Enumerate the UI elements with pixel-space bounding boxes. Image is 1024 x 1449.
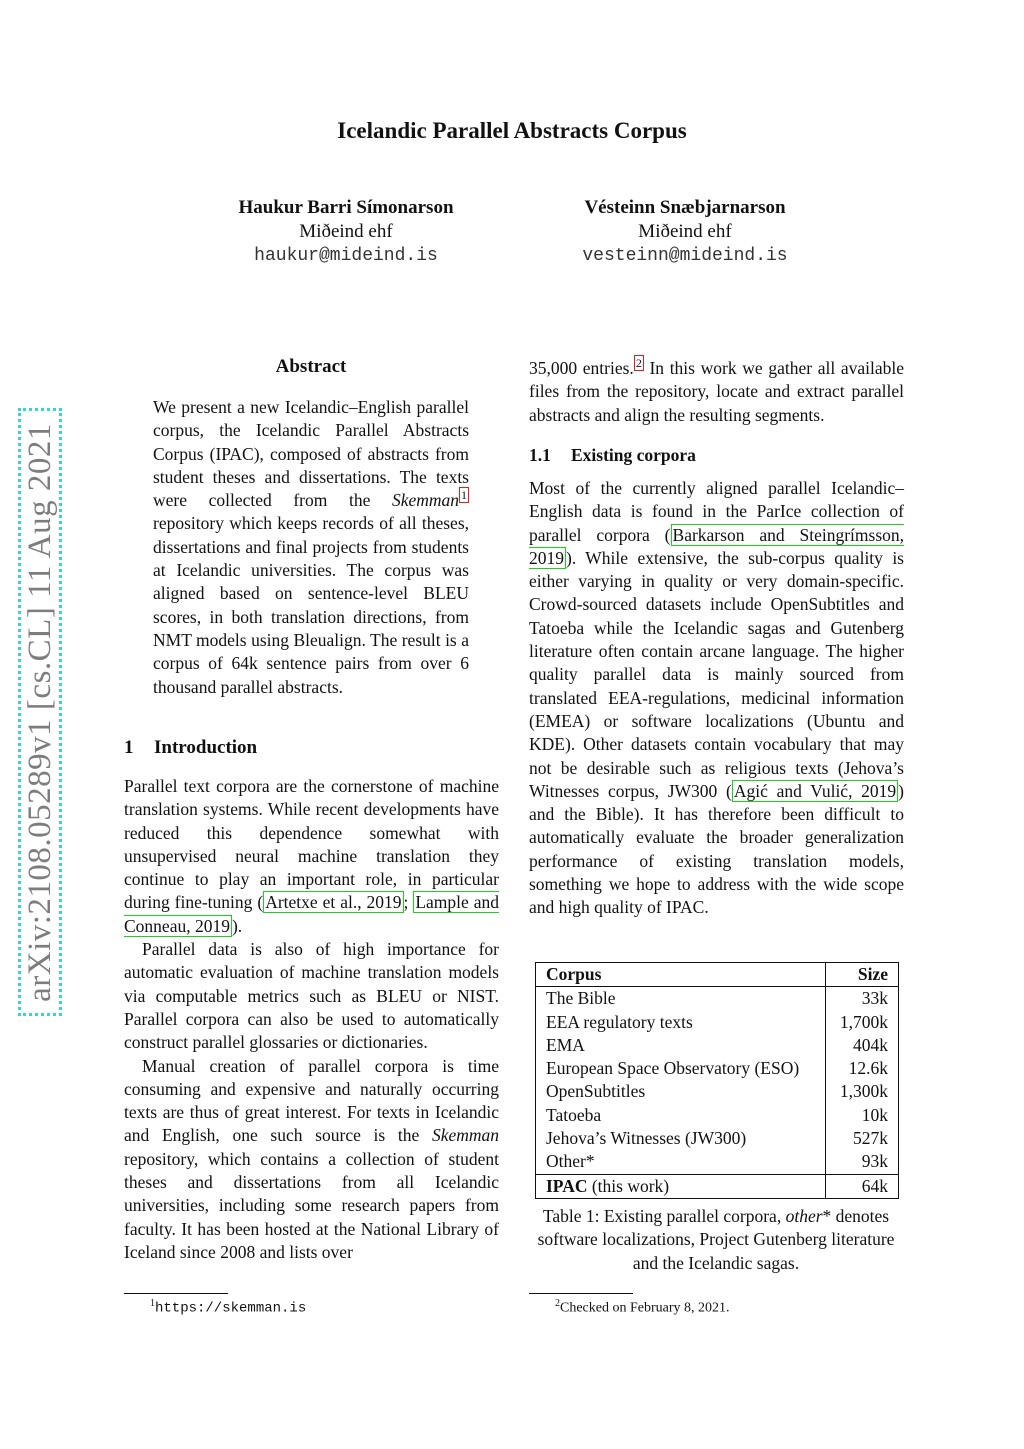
paragraph-text: ). While extensive, the sub-corpus quality is either varying in quality or very domain-specific. Crowd-sourced datasets include OpenSubtitles and Tatoeba while the Icelandic sagas and Gutenberg literature often contain arcane language. The higher quality parallel data is mainly sourced from translated EEA-regulations, medicinal information (EMEA) or software localizations (Ubuntu and KDE). Other datasets contain vocabulary that may not be desirable such as religious texts (Jehova’s Witnesses corpus, JW300 ( — [529, 547, 904, 801]
ipac-label: IPAC — [546, 1175, 588, 1196]
paragraph-text: Manual creation of parallel corpora is time consuming and expensive and naturally occurring texts are thus of great interest. For texts in Icelandic and English, one such source is the — [124, 1055, 499, 1146]
caption-text: * denotes software localizations, Project Gutenberg literature and the Icelandic sagas. — [537, 1206, 895, 1273]
corpus-size: 93k — [861, 1151, 888, 1172]
abstract-text: We present a new Icelandic–English parallel corpus, the Icelandic Parallel Abstracts Corpus (IPAC), composed of abstracts from student theses and dissertations. The texts were collected from the — [153, 397, 469, 511]
table-row — [536, 987, 899, 1011]
caption-text: Table 1: Existing parallel corpora, — [542, 1206, 786, 1226]
footnote-url[interactable]: https://skemman.is — [155, 1300, 307, 1317]
section-number: 1 — [124, 737, 134, 758]
author-affiliation: Miðeind ehf — [299, 221, 393, 242]
table-caption — [528, 1205, 904, 1275]
footnote-2 — [555, 1298, 730, 1317]
table-total-row — [536, 1174, 899, 1198]
table-row — [536, 1104, 899, 1127]
paper-title: Icelandic Parallel Abstracts Corpus — [337, 118, 687, 143]
footnote-mark: 1 — [150, 1298, 155, 1309]
table-row — [536, 1057, 899, 1080]
paragraph — [529, 357, 904, 427]
footnote-text: Checked on February 8, 2021. — [560, 1300, 730, 1316]
section-title: Introduction — [154, 737, 258, 758]
paragraph-text: ) and the Bible). It has therefore been difficult to automatically evaluate the broader generalization performance of existing translation models, something we hope to address with the wide scope and high quality of IPAC. — [529, 780, 904, 918]
corpora-table — [535, 962, 899, 1199]
arxiv-id: arXiv:2108.05289v1 [cs.CL] 11 Aug 2021 — [21, 422, 58, 1002]
corpus-name: European Space Observatory (ESO) — [536, 1057, 826, 1080]
caption-emphasis: other — [785, 1206, 823, 1226]
author-email[interactable]: haukur@mideind.is — [254, 246, 438, 266]
corpus-name — [536, 1174, 826, 1198]
paragraph-text: 35,000 entries. — [529, 358, 634, 378]
left-column-body — [124, 775, 499, 1264]
corpus-name: Tatoeba — [536, 1104, 826, 1127]
abstract-heading: Abstract — [275, 356, 347, 377]
footnote-rule — [529, 1293, 633, 1294]
ipac-note: (this work) — [587, 1175, 670, 1196]
paragraph-text: ; — [403, 892, 414, 913]
table-row — [536, 1150, 899, 1174]
corpus-size: 12.6k — [848, 1058, 888, 1079]
author-email[interactable]: vesteinn@mideind.is — [582, 246, 788, 266]
corpus-size: 10k — [861, 1104, 888, 1125]
corpus-name: EEA regulatory texts — [536, 1011, 826, 1034]
paragraph-text: Most of the currently aligned parallel Icelandic–English data is found in the ParIce collection of parallel corpora ( — [529, 478, 904, 545]
right-column-top — [529, 357, 904, 427]
author-2 — [535, 196, 835, 268]
corpus-name: Other* — [536, 1150, 826, 1174]
subsection-number: 1.1 — [529, 445, 551, 465]
author-name: Vésteinn Snæbjarnarson — [584, 197, 786, 218]
footnote-mark: 2 — [555, 1298, 560, 1309]
section-heading-introduction — [124, 737, 257, 759]
abstract-text: repository which keeps records of all theses, dissertations and final projects from students at Icelandic universities. The corpus was aligned based on sentence-level BLEU scores, in both translation directions, from NMT models using Bleualign. The result is a corpus of 64k sentence pairs from over 6 thousand parallel abstracts. — [153, 513, 469, 697]
corpus-size: 404k — [853, 1034, 888, 1055]
subsection-heading-existing-corpora — [529, 445, 696, 466]
paragraph — [124, 1055, 499, 1265]
corpus-name: The Bible — [536, 987, 826, 1011]
corpus-size: 527k — [853, 1128, 888, 1149]
author-name: Haukur Barri Símonarson — [238, 197, 454, 218]
author-1 — [196, 196, 496, 268]
paragraph — [529, 477, 904, 920]
column-header-size: Size — [825, 963, 898, 987]
table-row — [536, 1011, 899, 1034]
corpus-name: Jehova’s Witnesses (JW300) — [536, 1127, 826, 1150]
citation-link[interactable]: Barkarson and Steingrímsson, 2019 — [529, 524, 905, 568]
table-row — [536, 1127, 899, 1150]
arxiv-stamp[interactable] — [18, 408, 62, 1016]
paragraph-text: Parallel text corpora are the cornerstone of machine translation systems. While recent developments have reduced this dependence somewhat with unsupervised neural machine translation they continue to play an important role, in particular during fine-tuning ( — [124, 776, 499, 913]
paragraph: Parallel data is also of high importance for automatic evaluation of machine translation models via computable metrics such as BLEU or NIST. Parallel corpora can also be used to automatically construct parallel glossaries or dictionaries. — [124, 939, 499, 1053]
paragraph-text: In this work we gather all available files from the repository, locate and extract parallel abstracts and align the resulting segments. — [529, 358, 904, 425]
author-affiliation: Miðeind ehf — [638, 221, 732, 242]
paragraph-text: ). — [231, 915, 243, 936]
corpus-size: 1,700k — [839, 1011, 888, 1032]
corpus-size: 33k — [861, 988, 888, 1009]
corpus-size: 64k — [825, 1174, 898, 1198]
citation-link[interactable]: Lample and Conneau, 2019 — [124, 892, 500, 936]
table-row — [536, 1080, 899, 1103]
paragraph — [124, 775, 499, 938]
footnote-1 — [150, 1298, 306, 1317]
abstract-body — [153, 396, 469, 699]
table-header-row — [536, 963, 899, 987]
citation-link[interactable]: Agić and Vulić, 2019 — [733, 780, 897, 801]
footnote-link-2[interactable]: 2 — [635, 356, 642, 371]
corpus-size: 1,300k — [839, 1081, 888, 1102]
column-header-corpus: Corpus — [536, 963, 826, 987]
paragraph-text: repository, which contains a collection of student theses and dissertations from all Icelandic universities, including some research papers from faculty. It has been hosted at the National Library of Iceland since 2008 and lists over — [124, 1148, 499, 1262]
table-row — [536, 1034, 899, 1057]
skemman-term: Skemman — [391, 490, 459, 511]
footnote-rule — [124, 1293, 228, 1294]
footnote-link-1[interactable]: 1 — [461, 488, 467, 503]
citation-link[interactable]: Artetxe et al., 2019 — [265, 892, 402, 913]
right-column-body — [529, 477, 904, 920]
corpus-name: OpenSubtitles — [536, 1080, 826, 1103]
corpus-name: EMA — [536, 1034, 826, 1057]
subsection-title: Existing corpora — [571, 445, 696, 465]
skemman-term: Skemman — [431, 1125, 499, 1146]
